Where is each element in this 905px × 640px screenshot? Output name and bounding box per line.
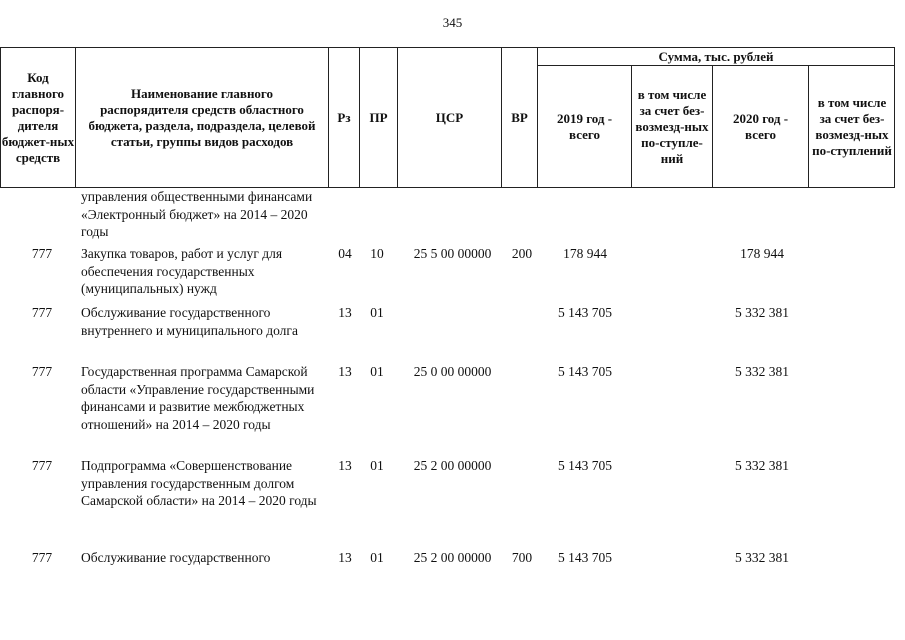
row-sum-2019: 5 143 705 [558,458,612,473]
row-rz: 13 [338,305,352,320]
header-name: Наименование главного распорядителя средств областного бюджета, раздела, подраздела, целевой статьи, группы видов расходов [88,85,316,149]
row-sum-2020: 5 332 381 [735,364,789,379]
row-code: 777 [31,550,53,565]
divider [75,47,76,188]
row-name: Обслуживание государственного внутреннего и муниципального долга [81,305,298,338]
row-sum-2019: 178 944 [563,246,607,261]
row-sum-2020: 178 944 [740,246,784,261]
row-pr: 01 [370,458,384,473]
row-pr: 10 [370,246,384,261]
header-rz: Рз [337,109,351,125]
row-rz: 13 [338,550,352,565]
row-csr: 25 2 00 00000 [413,458,492,473]
row-csr: 25 5 00 00000 [413,246,492,261]
header-2019-total: 2019 год - всего [556,110,613,142]
row-csr: 25 2 00 00000 [413,550,492,565]
header-csr: ЦСР [435,109,464,125]
row-sum-2020: 5 332 381 [735,305,789,320]
header-2019-free: в том числе за счет без-возмезд-ных по-ступле-ний [635,86,709,166]
header-pr: ПР [369,109,388,125]
row-sum-2019: 5 143 705 [558,305,612,320]
header-code: Код главного распоря-дителя бюджет-ных средств [1,69,75,165]
row-rz: 04 [338,246,352,261]
row-code: 777 [31,246,53,261]
row-code: 777 [31,458,53,473]
row-pr: 01 [370,550,384,565]
row-rz: 13 [338,364,352,379]
row-vr: 700 [511,550,533,565]
row-rz: 13 [338,458,352,473]
row-sum-2019: 5 143 705 [558,364,612,379]
row-code: 777 [31,364,53,379]
row-vr: 200 [511,246,533,261]
row-code: 777 [31,305,53,320]
row-sum-2020: 5 332 381 [735,458,789,473]
row-name: Закупка товаров, работ и услуг для обеспечения государственных (муниципальных) нужд [81,246,283,296]
header-vr: ВР [511,109,528,125]
row-pr: 01 [370,364,384,379]
row-sum-2020: 5 332 381 [735,550,789,565]
row-name: управления общественными финансами «Электронный бюджет» на 2014 – 2020 годы [81,189,313,239]
header-2020-free: в том числе за счет без-возмезд-ных по-ступлений [812,94,892,158]
row-name: Государственная программа Самарской области «Управление государственными финансами и развитие межбюджетных отношений» на 2014 – 2020 годы [81,364,315,432]
row-pr: 01 [370,305,384,320]
row-name: Обслуживание государственного [81,550,271,565]
header-2020-total: 2020 год - всего [732,110,789,142]
row-name: Подпрограмма «Совершенствование управления государственным долгом Самарской области» на 2014 – 2020 годы [81,458,317,508]
header-sum: Сумма, тыс. рублей [658,48,774,64]
row-sum-2019: 5 143 705 [558,550,612,565]
page-number: 345 [442,15,463,30]
row-csr: 25 0 00 00000 [413,364,492,379]
